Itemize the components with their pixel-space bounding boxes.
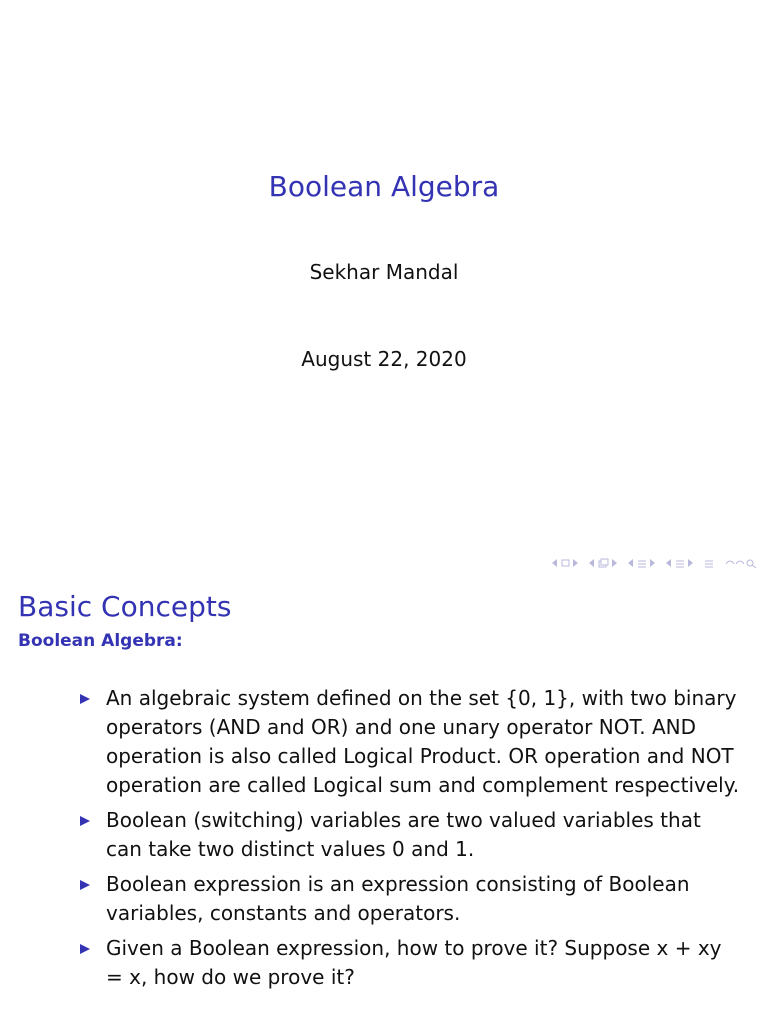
nav-next-section-icon[interactable] [650, 559, 656, 567]
bullet-text: Given a Boolean expression, how to prove it? Suppose x + xy = x, how do we prove it? [106, 936, 722, 989]
basic-concepts-slide [0, 576, 768, 1024]
presentation-title: Boolean Algebra [268, 170, 500, 203]
triangle-bullet-icon [80, 870, 106, 899]
frame-subtitle: Boolean Algebra: [18, 631, 183, 651]
subsection-nav-group [589, 558, 618, 568]
nav-subsection-icon[interactable] [598, 558, 609, 568]
list-item [80, 684, 740, 800]
bullet-text: Boolean expression is an expression consisting of Boolean variables, constants and operators. [106, 872, 690, 925]
nav-frame-icon[interactable] [561, 559, 570, 567]
beamer-navigation-bar [552, 555, 760, 571]
nav-section-icon[interactable] [637, 558, 647, 568]
frame-nav-group [552, 559, 579, 567]
nav-next-section-icon[interactable] [688, 559, 694, 567]
triangle-bullet-icon [80, 806, 106, 835]
author-name: Sekhar Mandal [309, 260, 459, 284]
bullet-list [80, 684, 740, 998]
bullet-text: An algebraic system defined on the set {0, 1}, with two binary operators (AND and OR) and one unary operator NOT. AND operation is also called Logical Product. OR operation and NOT operation are called Logical sum and complement respectively. [106, 686, 740, 797]
nav-prev-section-icon[interactable] [628, 559, 634, 567]
nav-next-subsection-icon[interactable] [612, 559, 618, 567]
list-item [80, 870, 740, 928]
list-item [80, 934, 740, 992]
section-nav-group [628, 558, 656, 568]
presentation-date: August 22, 2020 [301, 347, 467, 371]
nav-prev-subsection-icon[interactable] [589, 559, 595, 567]
triangle-bullet-icon [80, 934, 106, 963]
nav-toc-icon[interactable] [704, 558, 714, 568]
section-nav-group-2 [666, 558, 694, 568]
frame-title: Basic Concepts [18, 590, 232, 623]
nav-next-frame-icon[interactable] [573, 559, 579, 567]
nav-prev-section-icon[interactable] [666, 559, 672, 567]
nav-section-icon[interactable] [675, 558, 685, 568]
nav-prev-frame-icon[interactable] [552, 559, 558, 567]
triangle-bullet-icon [80, 684, 106, 713]
bullet-text: Boolean (switching) variables are two valued variables that can take two distinct values 0 and 1. [106, 808, 701, 861]
list-item [80, 806, 740, 864]
search-nav-group [724, 558, 760, 568]
nav-search-icon[interactable] [724, 558, 760, 568]
toc-nav-group [704, 558, 714, 568]
